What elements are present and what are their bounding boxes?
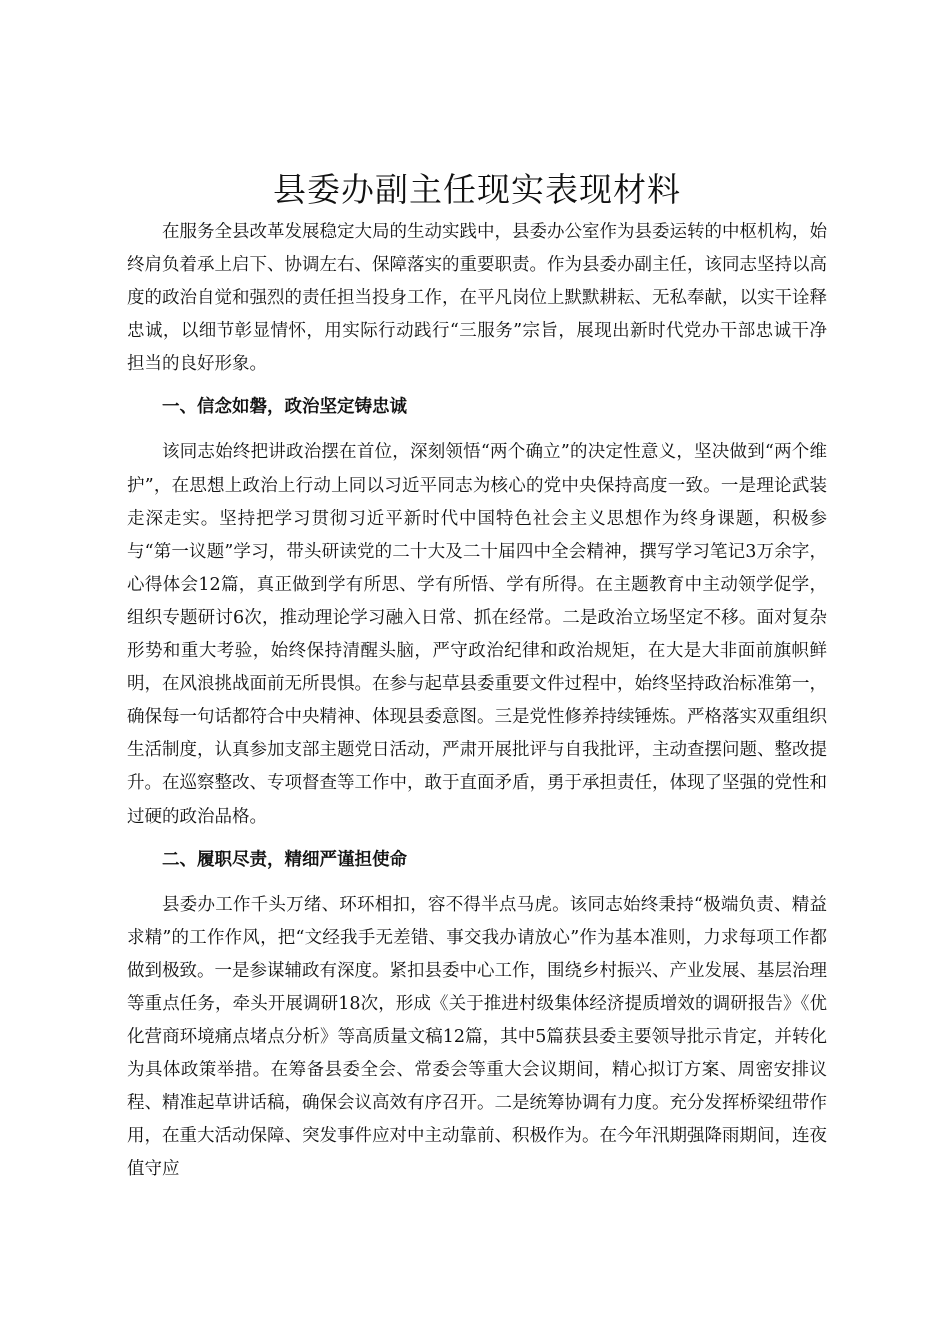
section-body: 县委办工作千头万绪、环环相扣，容不得半点马虎。该同志始终秉持“极端负责、精益求精”的工作作风，把“文经我手无差错、事交我办请放心”作为基本准则，力求每项工作都做到极致。一是参谋辅政有深度。紧扣县委中心工作，围绕乡村振兴、产业发展、基层治理等重点任务，牵头开展调研18次，形成《关于推进村级集体经济提质增效的调研报告》《优化营商环境痛点堵点分析》等高质量文稿12篇，其中5篇获县委主要领导批示肯定，并转化为具体政策举措。在筹备县委全会、常委会等重大会议期间，精心拟订方案、周密安排议程、精准起草讲话稿，确保会议高效有序召开。二是统筹协调有力度。充分发挥桥梁纽带作用，在重大活动保障、突发事件应对中主动靠前、积极作为。在今年汛期强降雨期间，连夜值守应 — [127, 894, 827, 1180]
section-heading: 一、信念如磐，政治坚定铸忠诚 — [162, 397, 407, 418]
document-page — [127, 165, 827, 1186]
section-heading: 二、履职尽责，精细严谨担使命 — [162, 849, 407, 870]
section-2 — [127, 844, 827, 1187]
section-body: 该同志始终把讲政治摆在首位，深刻领悟“两个确立”的决定性意义，坚决做到“两个维护”，在思想上政治上行动上同以习近平同志为核心的党中央保持高度一致。一是理论武装走深走实。坚持把学习贯彻习近平新时代中国特色社会主义思想作为终身课题，积极参与“第一议题”学习，带头研读党的二十大及二十届四中全会精神，撰写学习笔记3万余字，心得体会12篇，真正做到学有所思、学有所悟、学有所得。在主题教育中主动领学促学，组织专题研讨6次，推动理论学习融入日常、抓在经常。二是政治立场坚定不移。面对复杂形势和重大考验，始终保持清醒头脑，严守政治纪律和政治规矩，在大是大非面前旗帜鲜明，在风浪挑战面前无所畏惧。在参与起草县委重要文件过程中，始终坚持政治标准第一，确保每一句话都符合中央精神、体现县委意图。三是党性修养持续锤炼。严格落实双重组织生活制度，认真参加支部主题党日活动，严肃开展批评与自我批评，主动查摆问题、整改提升。在巡察整改、专项督查等工作中，敢于直面矛盾，勇于承担责任，体现了坚强的党性和过硬的政治品格。 — [127, 442, 827, 827]
document-title: 县委办副主任现实表现材料 — [273, 170, 681, 209]
intro-paragraph: 在服务全县改革发展稳定大局的生动实践中，县委办公室作为县委运转的中枢机构，始终肩负着承上启下、协调左右、保障落实的重要职责。作为县委办副主任，该同志坚持以高度的政治自觉和强烈的责任担当投身工作，在平凡岗位上默默耕耘、无私奉献，以实干诠释忠诚，以细节彰显情怀，用实际行动践行“三服务”宗旨，展现出新时代党办干部忠诚干净担当的良好形象。 — [127, 222, 827, 375]
section-1 — [127, 391, 827, 833]
